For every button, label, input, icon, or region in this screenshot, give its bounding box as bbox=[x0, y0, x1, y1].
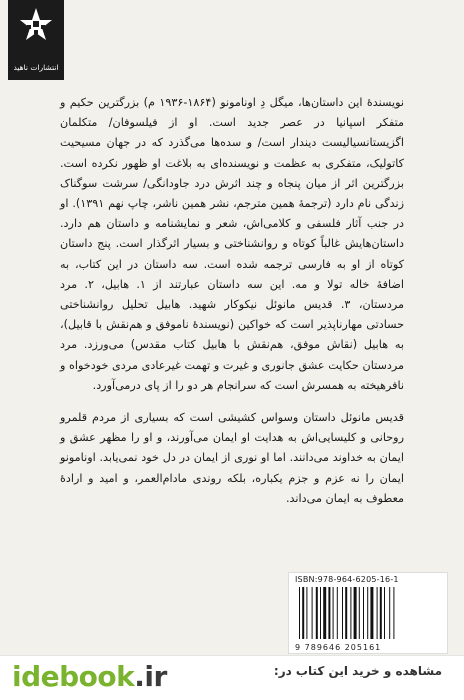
footer-caption: مشاهده و خرید این کتاب در: bbox=[273, 664, 442, 678]
publisher-name: انتشارات ناهید bbox=[13, 63, 59, 72]
site-domain: .ir bbox=[134, 660, 167, 693]
site-name: idebook bbox=[12, 660, 135, 693]
barcode-icon bbox=[297, 587, 443, 639]
publisher-logo bbox=[8, 0, 64, 80]
barcode-digits: 9 789646 205161 bbox=[295, 643, 382, 652]
footer-bar bbox=[0, 655, 464, 700]
paragraph-1: نویسندهٔ این داستان‌ها، میگل دِ اونامونو (۱۸۶۴-۱۹۳۶ م) بزرگترین حکیم و متفکر اسپانیا در عصر جدید است. او از فیلسوفان/ متکلمان اگزیستانسیالیست دیندار است/ و سده‌ها می‌گذرد که در جهان مسیحیت کاتولیک، متفکری به عظمت و نویسنده‌ای به بلاغت او ظهور نکرده است. بزرگترین اثر از میان پنجاه و چند اثرش درد جاودانگی/ سرشت سوگناک زندگی نام دارد (ترجمهٔ همین مترجم، نشر همین ناشر، چاپ نهم ۱۳۹۱). او در جنب آثار فلسفی و کلامی‌اش، شعر و نمایشنامه و داستان هم دارد. داستان‌هایش غالباً کوتاه و روانشناختی و بسیار اثرگذار است. پنج داستان کوتاه از او به فارسی ترجمه شده است. سه داستان در این کتاب، به اضافهٔ خاله تولا و مه. این سه داستان عبارتند از ۱. هابیل، ۲. مرد مردستان، ۳. قدیس مانوئل نیکوکار شهید. هابیل تحلیل روانشناختی حسادتی مهارناپذیر است که خواکین (نویسندهٔ ناموفق و هم‌نقش با قابیل)، به هابیل (نقاش موفق، هم‌نقش با هابیل کتاب مقدس) می‌ورزد. مرد مردستان حکایت عشق جانوری و غیرت و تهمت غیرعادی مردی خودخواه و نافرهیخته به همسرش است که سرانجام هر دو را از پای درمی‌آورد. bbox=[60, 96, 404, 392]
site-logo[interactable] bbox=[12, 660, 167, 693]
barcode-area bbox=[288, 572, 448, 654]
back-cover-text bbox=[60, 93, 404, 509]
paragraph-2: قدیس مانوئل داستان وسواس کشیشی است که بسیاری از مردم قلمرو روحانی و کلیسایی‌اش به هدایت او ایمان می‌آورند، و او را مظهر عشق و ایمان به خداوند می‌دانند. اما او نوری از ایمان در دل خود نمی‌یابد. اونامونو ایمان را نه عزم و جزم یکباره، بلکه روندی مادام‌العمر، و امید و ارادهٔ معطوف به ایمان می‌داند. bbox=[60, 411, 404, 505]
publisher-star-logo bbox=[16, 6, 56, 46]
isbn-text: ISBN:978-964-6205-16-1 bbox=[295, 575, 399, 584]
